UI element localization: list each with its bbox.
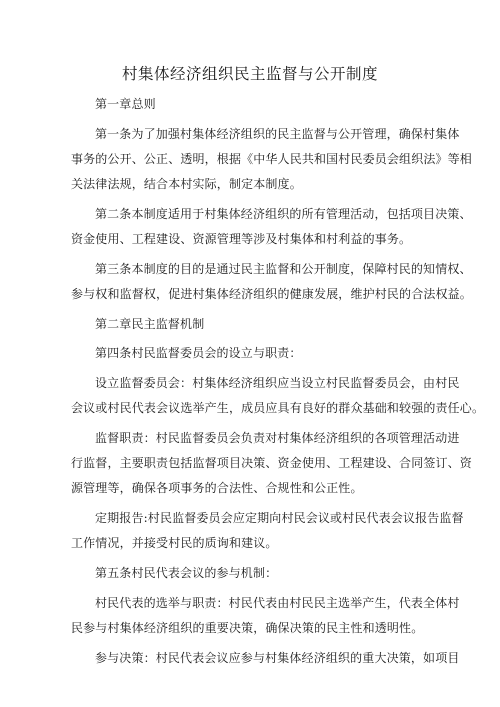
chapter-heading: 第一章总则	[95, 97, 156, 111]
paragraph-line: 第三条本制度的目的是通过民主监督和公开制度，保障村民的知情权、	[95, 262, 472, 276]
paragraph-line: 行监督，主要职责包括监督项目决策、资金使用、工程建设、合同签订、资	[71, 456, 472, 470]
paragraph-line: 村民代表的选举与职责：村民代表由村民民主选举产生，代表全体村	[95, 596, 460, 610]
paragraph-line: 第五条村民代表会议的参与机制：	[95, 566, 278, 580]
paragraph-line: 设立监督委员会：村集体经济组织应当设立村民监督委员会，由村民	[95, 376, 460, 390]
paragraph-line: 第四条村民监督委员会的设立与职责：	[95, 346, 302, 360]
paragraph-line: 监督职责：村民监督委员会负责对村集体经济组织的各项管理活动进	[95, 431, 460, 445]
paragraph-line: 关法律法规，结合本村实际，制定本制度。	[71, 177, 302, 191]
paragraph-line: 源管理等，确保各项事务的合法性、合规性和公正性。	[71, 481, 363, 495]
paragraph-line: 参与决策：村民代表会议应参与村集体经济组织的重大决策，如项目	[95, 651, 460, 665]
paragraph-line: 第二条本制度适用于村集体经济组织的所有管理活动，包括项目决策、	[95, 207, 472, 221]
paragraph-line: 定期报告:村民监督委员会应定期向村民会议或村民代表会议报告监督	[95, 511, 464, 525]
paragraph-line: 参与权和监督权，促进村集体经济组织的健康发展，维护村民的合法权益。	[71, 287, 472, 301]
paragraph-line: 资金使用、工程建设、资源管理等涉及村集体和村利益的事务。	[71, 232, 412, 246]
chapter-heading: 第二章民主监督机制	[95, 317, 205, 331]
paragraph-line: 工作情况，并接受村民的质询和建议。	[71, 536, 278, 550]
paragraph-line: 第一条为了加强村集体经济组织的民主监督与公开管理，确保村集体	[95, 127, 460, 141]
paragraph-line: 会议或村民代表会议选举产生，成员应具有良好的群众基础和较强的责任心。	[71, 401, 485, 415]
paragraph-line: 民参与村集体经济组织的重要决策，确保决策的民主性和透明性。	[71, 621, 424, 635]
paragraph-line: 事务的公开、公正、透明，根据《中华人民共和国村民委员会组织法》等相	[71, 152, 472, 166]
document-title: 村集体经济组织民主监督与公开制度	[121, 65, 378, 83]
